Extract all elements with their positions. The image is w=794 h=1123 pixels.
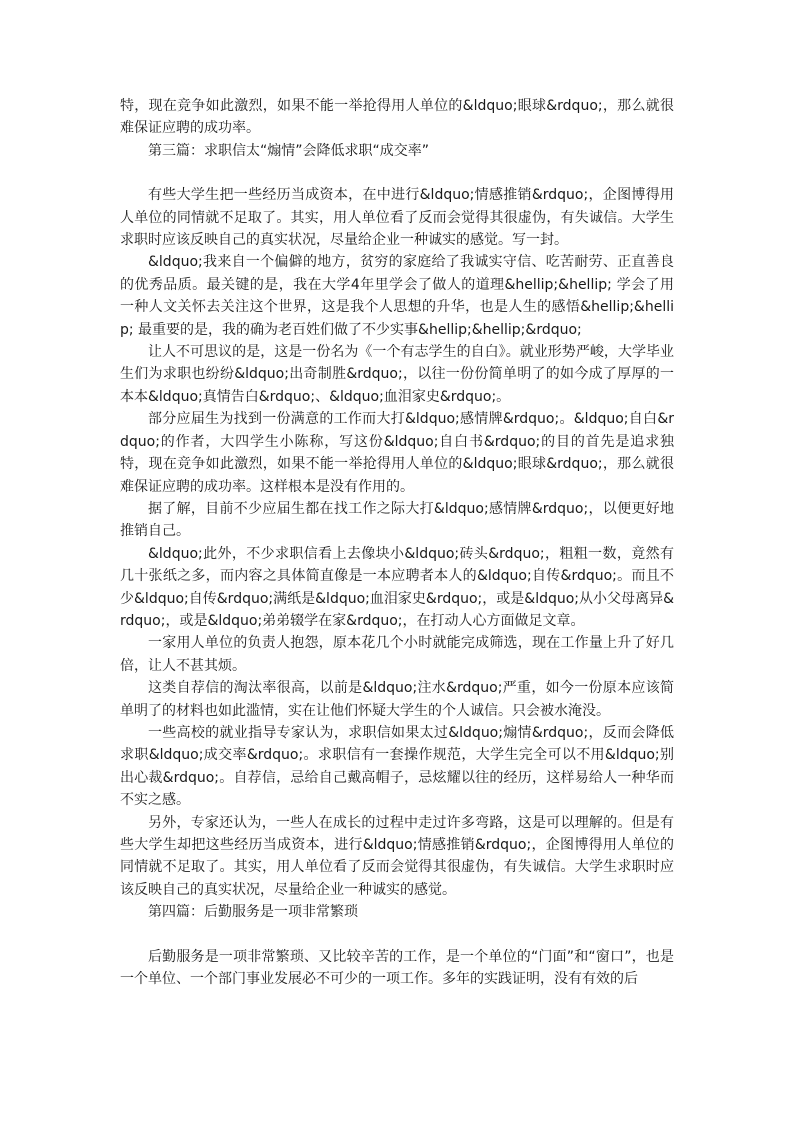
blank-line: [120, 162, 674, 184]
paragraph-12: 另外，专家还认为，一些人在成长的过程中走过许多弯路，这是可以理解的。但是有些大学生却把这些经历当成资本，进行&ldquo;情感推销&rdquo;，企图博得用人单位的同情就不足取了。其实，用人单位看了反而会觉得其很虚伪，有失诚信。大学生求职时应该反映自己的真实状况，尽量给企业一种诚实的感觉。: [120, 814, 674, 898]
paragraph-5: 让人不可思议的是，这是一份名为《一个有志学生的自白》。就业形势严峻，大学毕业生们为求职也纷纷&ldquo;出奇制胜&rdquo;，以往一份份简单明了的如今成了厚厚的一本本&ldquo;真情告白&rdquo;、&ldquo;血泪家史&rdquo;。: [120, 344, 674, 405]
section-heading-3: 第三篇：求职信太“煽情”会降低求职“成交率”: [148, 142, 430, 159]
paragraph-7: 据了解，目前不少应届生都在找工作之际大打&ldquo;感情牌&rdquo;，以便更好地推销自己。: [120, 500, 674, 540]
blank-line: [120, 924, 674, 946]
document-page: [120, 95, 674, 990]
paragraph-3: 有些大学生把一些经历当成资本，在中进行&ldquo;情感推销&rdquo;，企图博得用人单位的同情就不足取了。其实，用人单位看了反而会觉得其很虚伪，有失诚信。大学生求职时应该反映自己的真实状况，尽量给企业一种诚实的感觉。写一封。: [120, 187, 674, 249]
paragraph-6: 部分应届生为找到一份满意的工作而大打&ldquo;感情牌&rdquo;。&ldquo;自白&rdquo;的作者，大四学生小陈称，写这份&ldquo;自白书&rdquo;的目的首先是追求独特，现在竞争如此激烈，如果不能一举抢得用人单位的&ldquo;眼球&rdquo;，那么就很难保证应聘的成功率。这样根本是没有作用的。: [120, 411, 674, 495]
paragraph-9: 一家用人单位的负责人抱怨，原本花几个小时就能完成筛选，现在工作量上升了好几倍，让人不甚其烦。: [120, 635, 674, 674]
paragraph-8: &ldquo;此外，不少求职信看上去像块小&ldquo;砖头&rdquo;，粗粗一数，竟然有几十张纸之多，而内容之具体简直像是一本应聘者本人的&ldquo;自传&rdquo;。而且不少&ldquo;自传&rdquo;满纸是&ldquo;血泪家史&rdquo;，或是&ldquo;从小父母离异&rdquo;，或是&ldquo;弟弟辍学在家&rdquo;，在打动人心方面做足文章。: [120, 545, 674, 629]
section-heading-4: 第四篇：后勤服务是一项非常繁琐: [148, 904, 358, 921]
paragraph-1: 特，现在竞争如此激烈，如果不能一举抢得用人单位的&ldquo;眼球&rdquo;，那么就很难保证应聘的成功率。: [120, 98, 674, 137]
paragraph-11: 一些高校的就业指导专家认为，求职信如果太过&ldquo;煽情&rdquo;，反而会降低求职&ldquo;成交率&rdquo;。求职信有一套操作规范，大学生完全可以不用&ldquo;别出心裁&rdquo;。自荐信，忌给自己戴高帽子，忌炫耀以往的经历，这样易给人一种华而不实之感。: [120, 724, 674, 809]
paragraph-10: 这类自荐信的淘汰率很高，以前是&ldquo;注水&rdquo;严重，如今一份原本应该简单明了的材料也如此滥情，实在让他们怀疑大学生的个人诚信。只会被水淹没。: [120, 680, 674, 719]
paragraph-4: &ldquo;我来自一个偏僻的地方，贫穷的家庭给了我诚实守信、吃苦耐劳、正直善良的优秀品质。最关键的是，我在大学4年里学会了做人的道理&hellip;&hellip; 学会了用一种人文关怀去关注这个世界，这是我个人思想的升华，也是人生的感悟&hellip;&hellip; 最重要的是，我的确为老百姓们做了不少实事&hellip;&hellip;&rdquo;: [120, 254, 674, 338]
paragraph-14: 后勤服务是一项非常繁琐、又比较辛苦的工作，是一个单位的“门面”和“窗口”，也是一个单位、一个部门事业发展必不可少的一项工作。多年的实践证明，没有有效的后: [120, 948, 674, 988]
